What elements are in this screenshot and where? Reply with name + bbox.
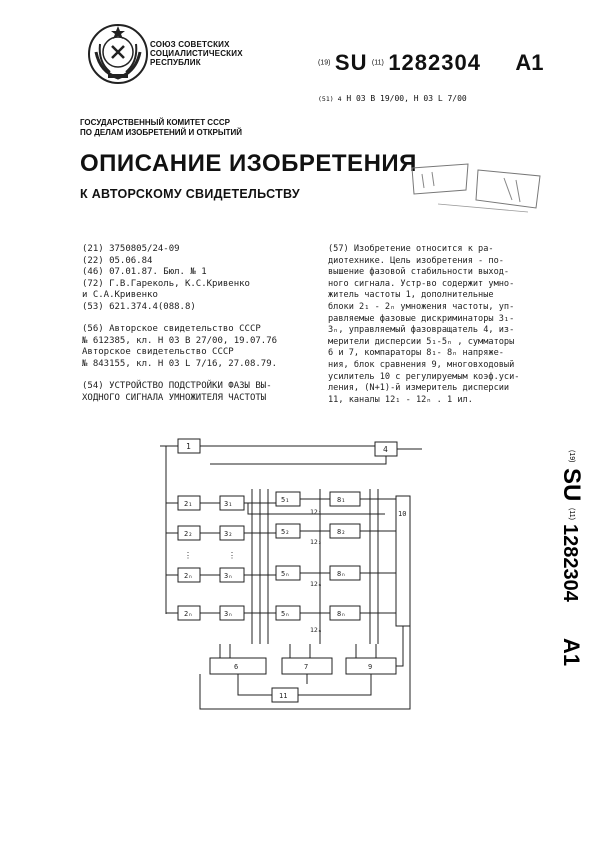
biblio-line: и С.А.Кривенко xyxy=(82,290,158,300)
abstract-line: 6 и 7, компараторы 8₁- 8ₙ напряже- xyxy=(328,348,504,359)
block-3-row4-label: 3ₙ xyxy=(224,610,233,618)
block-8-row4-label: 8ₙ xyxy=(337,610,346,618)
block-7-label: 7 xyxy=(304,663,309,671)
committee xyxy=(80,118,242,138)
block-3-row3-label: 3ₙ xyxy=(224,572,233,580)
library-stamp xyxy=(408,160,548,220)
side-code-11: (11) xyxy=(568,508,575,520)
side-code-19: (19) xyxy=(568,450,575,463)
org-line: СОЦИАЛИСТИЧЕСКИХ xyxy=(150,49,243,58)
ellipsis-dots: ⋮ xyxy=(184,551,192,560)
biblio-line: Авторское свидетельство СССР xyxy=(82,347,234,357)
block-2-row1-label: 2₁ xyxy=(184,500,193,508)
biblio-spacer xyxy=(82,313,277,324)
abstract-line: ного сигнала. Устр-во содержит умно- xyxy=(328,278,515,289)
abstract-line: мерители дисперсии 5₁-5ₙ , сумматоры xyxy=(328,336,515,347)
ellipsis-dots: ⋮ xyxy=(228,551,236,560)
biblio-line: № 612385, кл. H 03 B 27/00, 19.07.76 xyxy=(82,335,278,346)
block-9-label: 9 xyxy=(368,663,373,671)
side-number: 1282304 xyxy=(559,524,581,602)
block-8-row3-label: 8ₙ xyxy=(337,570,346,578)
org-line: РЕСПУБЛИК xyxy=(150,58,201,67)
patent-number: 1282304 xyxy=(388,50,481,75)
biblio-line: (21) 3750805/24-09 xyxy=(82,244,180,254)
ipc-classification xyxy=(318,94,467,103)
ipc-codes: H 03 B 19/00, H 03 L 7/00 xyxy=(346,94,467,103)
block-2-row4-label: 2ₙ xyxy=(184,610,193,618)
channel-row1-label: 12₁ xyxy=(310,508,322,516)
code-19: (19) xyxy=(318,59,331,67)
block-8-row1-label: 8₁ xyxy=(337,496,346,504)
biblio-spacer xyxy=(82,370,277,381)
document-subtitle: К АВТОРСКОМУ СВИДЕТЕЛЬСТВУ xyxy=(80,187,300,201)
channel-row4-label: 12ₙ xyxy=(310,626,322,634)
abstract-line: усилитель 10 с регулируемым коэф.уси- xyxy=(328,371,520,382)
side-kind: A1 xyxy=(559,638,584,667)
abstract-line: (57) Изобретение относится к ра- xyxy=(328,244,494,254)
abstract-line: вышение фазовой стабильности выход- xyxy=(328,267,510,278)
biblio-line: № 843155, кл. H 03 L 7/16, 27.08.79. xyxy=(82,358,278,369)
abstract-line: ления, (N+1)-й измеритель дисперсии xyxy=(328,383,510,394)
block-6-label: 6 xyxy=(234,663,239,671)
abstract-line: блоки 2₁ - 2ₙ умножения частоты, уп- xyxy=(328,301,515,312)
biblio-line: ХОДНОГО СИГНАЛА УМНОЖИТЕЛЯ ЧАСТОТЫ xyxy=(82,392,267,403)
block-2-row3-label: 2ₙ xyxy=(184,572,193,580)
side-publication-number xyxy=(548,450,588,680)
channel-row3-label: 12ₙ xyxy=(310,580,322,588)
bibliographic-data xyxy=(82,244,277,404)
block-10-label: 10 xyxy=(398,510,407,518)
biblio-line: (54) УСТРОЙСТВО ПОДСТРОЙКИ ФАЗЫ ВЫ- xyxy=(82,381,272,391)
abstract-line: равляемые фазовые дискриминаторы 3₁- xyxy=(328,313,515,324)
biblio-line: (53) 621.374.4(088.8) xyxy=(82,301,196,312)
abstract-line: житель частоты 1, дополнительные xyxy=(328,290,494,301)
abstract-line: 11, каналы 12₁ - 12ₙ . 1 ил. xyxy=(328,394,473,405)
block-diagram xyxy=(160,434,430,714)
organization-name xyxy=(150,40,243,67)
block-4-label: 4 xyxy=(383,445,388,454)
kind-code: A1 xyxy=(515,50,544,75)
org-line: СОЮЗ СОВЕТСКИХ xyxy=(150,40,230,49)
block-3-row1-label: 3₁ xyxy=(224,500,233,508)
abstract xyxy=(328,244,528,406)
block-5-row4-label: 5ₙ xyxy=(281,610,290,618)
ussr-emblem-icon xyxy=(86,22,150,86)
biblio-line: (22) 05.06.84 xyxy=(82,255,153,266)
committee-line: ГОСУДАРСТВЕННЫЙ КОМИТЕТ СССР xyxy=(80,118,230,127)
block-11-label: 11 xyxy=(279,692,288,700)
block-5-row1-label: 5₁ xyxy=(281,496,290,504)
block-3-row2-label: 3₂ xyxy=(224,530,233,538)
code-11: (11) xyxy=(371,59,384,67)
channel-row2-label: 12₂ xyxy=(310,538,322,546)
abstract-line: 3ₙ, управляемый фазовращатель 4, из- xyxy=(328,325,515,336)
abstract-line: диотехнике. Цель изобретения - по- xyxy=(328,255,504,266)
biblio-line: (46) 07.01.87. Бюл. № 1 xyxy=(82,267,207,277)
publication-number xyxy=(318,50,544,76)
biblio-line: (56) Авторское свидетельство СССР xyxy=(82,324,261,334)
code-51: (51) 4 xyxy=(318,95,342,103)
document-title: ОПИСАНИЕ ИЗОБРЕТЕНИЯ xyxy=(80,150,417,177)
block-8-row2-label: 8₂ xyxy=(337,528,346,536)
block-5-row2-label: 5₂ xyxy=(281,528,290,536)
block-1-label: 1 xyxy=(186,442,191,451)
country-code: SU xyxy=(334,50,368,75)
committee-line: ПО ДЕЛАМ ИЗОБРЕТЕНИЙ И ОТКРЫТИЙ xyxy=(80,128,243,137)
biblio-line: (72) Г.В.Гареколь, К.С.Кривенко xyxy=(82,278,250,289)
block-2-row2-label: 2₂ xyxy=(184,530,193,538)
side-country: SU xyxy=(558,468,585,502)
block-5-row3-label: 5ₙ xyxy=(281,570,290,578)
abstract-line: ния, блок сравнения 9, многовходовый xyxy=(328,359,515,370)
